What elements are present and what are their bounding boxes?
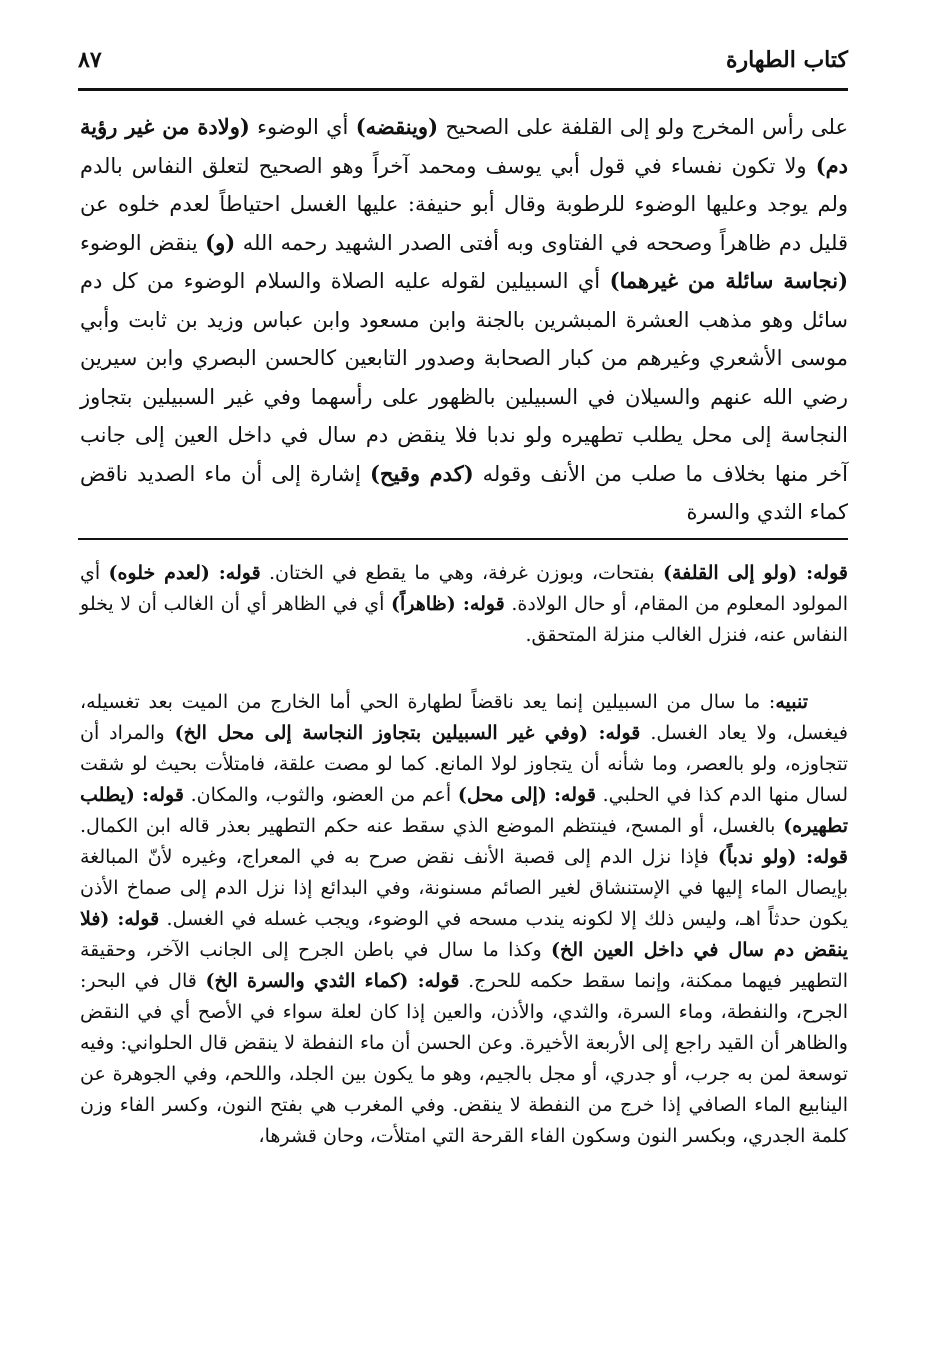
main-text-segment: ولا تكون نفساء في قول أبي يوسف ومحمد آخراً وهو الصحيح لتعلق النفاس بالدم ولم يوجد وعليها الوضوء للرطوبة وقال أبو حنيفة: عليها الغسل احتياطاً لعدم خلوه عن قليل دم ظاهراً وصححه في الفتاوى وبه أفتى الصدر الشهيد رحمه الله <box>80 153 848 255</box>
note-bold-segment: قوله: (ظاهراً) <box>391 593 505 615</box>
commentary-paragraph-2 <box>80 687 848 1152</box>
main-text-bold-segment: (و) <box>205 229 236 255</box>
commentary-paragraph-1 <box>80 558 848 651</box>
note-segment: أعم من العضو، والثوب، والمكان. <box>183 784 458 806</box>
page-header <box>78 40 848 80</box>
note-segment: : ما سال من السبيلين إنما يعد ناقضاً لطهارة الحي أما الخارج من الميت بعد تغسيله، فيغسل، ولا يعاد الغسل. <box>80 691 848 744</box>
note-segment: فإذا نزل الدم إلى قصبة الأنف نقض صرح به في المعراج، وغيره لأنّ المبالغة بإيصال الماء إليها في الإستنشاق لغير الصائم مسنونة، وفي البدائع إذا نزل الدم إلى صماخ الأذن يكون حدثاً اهـ، وليس ذلك إلا لكونه يندب مسحه في الوضوء، ويجب غسله في الغسل. <box>80 846 848 930</box>
note-bold-segment: تنبيه <box>775 691 808 713</box>
note-segment: بفتحات، وبوزن غرفة، وهي ما يقطع في الختان. <box>260 562 663 584</box>
main-text-bold-segment: (ولادة من غير رؤية دم) <box>80 114 848 178</box>
note-segment: بالغسل، أو المسح، فينتظم الموضع الذي سقط عنه حكم التطهير بعذر قاله ابن الكمال. <box>80 815 784 837</box>
note-bold-segment: قوله: (ولو ندباً) <box>717 846 848 868</box>
note-bold-segment: قوله: (إلى محل) <box>457 784 596 806</box>
note-bold-segment: قوله: (لعدم خلوه) <box>108 562 261 584</box>
main-text-segment: على رأس المخرج ولو إلى القلفة على الصحيح <box>438 115 848 139</box>
note-bold-segment: قوله: (ولو إلى القلفة) <box>662 562 848 584</box>
main-text-segment: أي السبيلين لقوله عليه الصلاة والسلام الوضوء من كل دم سائل وهو مذهب العشرة المبشرين بالجنة وابن مسعود وابن عباس وزيد بن ثابت وأبي موسى الأشعري وغيرهم من كبار الصحابة وصدور التابعين كالحسن البصري وابن سيرين رضي الله عنهم والسيلان في السبيلين بالظهور على رأسهما وفي غير السبيلين بتجاوز النجاسة إلى محل يطلب تطهيره ولو ندبا فلا ينقض دم سال في داخل العين إلى جانب آخر منها بخلاف ما صلب من الأنف وقوله <box>80 269 848 486</box>
main-text-bold-segment: (نجاسة سائلة من غيرهما) <box>609 268 849 293</box>
main-text-segment: إشارة إلى أن ماء الصديد ناقض كماء الثدي والسرة <box>80 461 848 524</box>
commentary <box>80 558 848 1152</box>
note-segment: أي المولود المعلوم من المقام، أو حال الولادة. <box>80 562 848 615</box>
main-text-segment: ينقض الوضوء <box>80 230 206 255</box>
footnote-divider <box>78 538 848 540</box>
note-segment: والمراد أن تتجاوزه، ولو بالعصر، وما شأنه أن يتجاوز لولا المانع. كما لو مصت علقة، فامتلأت بحيث لو شقت لسال منها الدم كذا في الحلبي. <box>80 722 848 806</box>
note-bold-segment: قوله: (وفي غير السبيلين بتجاوز النجاسة إلى محل الخ) <box>174 722 641 744</box>
note-segment: أي في الظاهر أي أن الغالب أن لا يخلو النفاس عنه، فنزل الغالب منزلة المتحقق. <box>80 593 848 646</box>
note-segment: قال في البحر: الجرح، والنفطة، وماء السرة، والثدي، والأذن، والعين إذا كان لعلة سواء في الأصح أي في النقض والظاهر أن القيد راجع إلى الأربعة الأخيرة. وعن الحسن أن ماء النفطة لا ينقض قال الحلواني: وفيه توسعة لمن به جرب، أو جدري، أو مجل بالجيم، وهو ما يكون بين الجلد، واللحم، وفي الجوهرة عن الينابيع الماء الصافي إذا خرج من النفطة لا ينقض. وفي المغرب هي بفتح النون، وكسر الفاء وزن كلمة الجدري، وبكسر النون وسكون الفاء القرحة التي امتلأت، وحان قشرها، <box>80 970 848 1147</box>
main-text-segment: أي الوضوء <box>249 115 356 139</box>
page-number: ٨٧ <box>78 47 102 73</box>
note-bold-segment: قوله: (يطلب تطهيره) <box>80 784 848 837</box>
header-divider <box>78 88 848 91</box>
chapter-title: كتاب الطهارة <box>725 47 848 73</box>
note-segment: وكذا ما سال في باطن الجرح إلى الجانب الآخر، وحقيقة التطهير فيهما ممكنة، وإنما سقط حكمه للحرج. <box>80 939 848 992</box>
main-text-bold-segment: (وينقضه) <box>355 114 439 139</box>
note-bold-segment: قوله: (كماء الثدي والسرة الخ) <box>205 970 460 992</box>
main-text-bold-segment: (كدم وقيح) <box>370 460 474 486</box>
note-bold-segment: قوله: (فلا ينقض دم سال في داخل العين الخ) <box>80 908 848 961</box>
paragraph-gap <box>80 651 848 687</box>
main-text <box>80 108 848 532</box>
